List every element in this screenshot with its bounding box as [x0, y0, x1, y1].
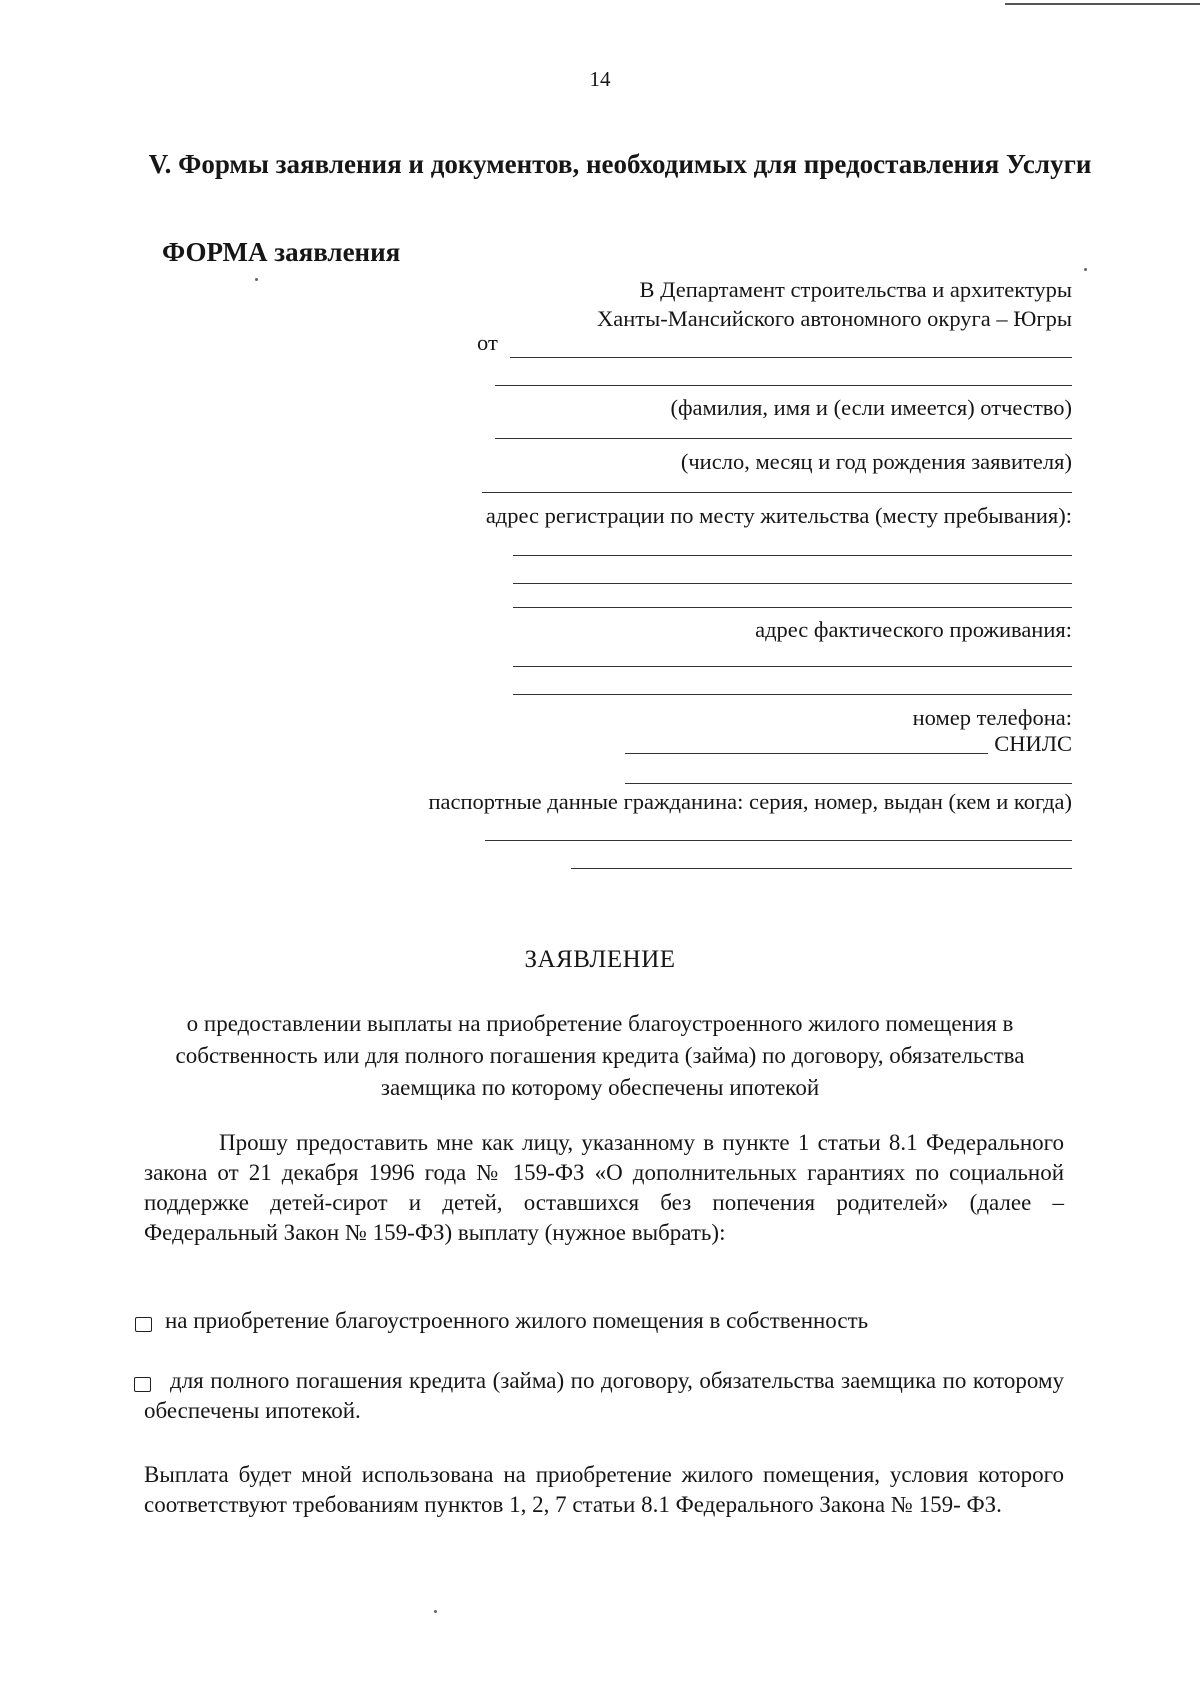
- actual-address-label: адрес фактического проживания:: [755, 617, 1072, 642]
- snils-label: СНИЛС: [994, 731, 1072, 756]
- reg-address-label: адрес регистрации по месту жительства (месту пребывания):: [485, 503, 1072, 528]
- dob-extra-line[interactable]: [482, 492, 1072, 493]
- request-paragraph: Прошу предоставить мне как лицу, указанному в пункте 1 статьи 8.1 Федерального закона от 21 декабря 1996 года № 159-ФЗ «О дополнительных гарантиях по социальной поддержке детей-сирот и детей, оставшихся без попечения родителей» (далее – Федеральный Закон № 159-ФЗ) выплату (нужное выбрать):: [144, 1130, 1064, 1245]
- reg-address-line-2[interactable]: [513, 583, 1072, 584]
- scan-speck: [434, 1610, 437, 1613]
- application-subject: о предоставлении выплаты на приобретение благоустроенного жилого помещения в собственность или для полного погашения кредита (займа) по договору, обязательства заемщика по которому обеспечены ипотекой: [175, 1011, 1025, 1100]
- fio-field-line-2[interactable]: [495, 385, 1072, 386]
- fio-caption: (фамилия, имя и (если имеется) отчество): [670, 395, 1072, 420]
- addressee-line-2: Ханты-Мансийского автономного округа – Югры: [597, 306, 1072, 331]
- option-mortgage-label: для полного погашения кредита (займа) по договору, обязательства заемщика по которому обеспечены ипотекой.: [144, 1368, 1064, 1423]
- addressee-line-1: В Департамент строительства и архитектуры: [639, 277, 1072, 302]
- scan-edge-line: [1005, 3, 1200, 5]
- form-title: ФОРМА заявления: [162, 237, 401, 267]
- application-heading: ЗАЯВЛЕНИЕ: [524, 946, 676, 973]
- from-label: от: [477, 330, 498, 355]
- passport-field-line-2[interactable]: [571, 868, 1072, 869]
- dob-field-line[interactable]: [495, 438, 1072, 439]
- reg-address-line-1[interactable]: [513, 555, 1072, 556]
- phone-label: номер телефона:: [912, 705, 1072, 730]
- passport-label: паспортные данные гражданина: серия, номер, выдан (кем и когда): [428, 789, 1072, 814]
- actual-address-line-1[interactable]: [513, 666, 1072, 667]
- fio-field-line-1[interactable]: [510, 357, 1072, 358]
- scan-speck: [1084, 268, 1087, 271]
- scan-speck: [255, 278, 258, 281]
- passport-field-line-1[interactable]: [485, 840, 1072, 841]
- usage-paragraph: Выплата будет мной использована на приобретение жилого помещения, условия которого соответствуют требованиям пунктов 1, 2, 7 статьи 8.1 Федерального Закона № 159- ФЗ.: [144, 1462, 1064, 1517]
- page-number: 14: [589, 67, 611, 91]
- snils-field-line[interactable]: [625, 783, 1072, 784]
- option-purchase-checkbox[interactable]: [135, 1317, 152, 1332]
- dob-caption: (число, месяц и год рождения заявителя): [680, 449, 1072, 474]
- reg-address-line-3[interactable]: [513, 607, 1072, 608]
- option-purchase-label: на приобретение благоустроенного жилого помещения в собственность: [165, 1308, 869, 1333]
- phone-field-line[interactable]: [625, 753, 988, 754]
- actual-address-line-2[interactable]: [513, 694, 1072, 695]
- section-title: V. Формы заявления и документов, необходимых для предоставления Услуги: [148, 149, 1092, 179]
